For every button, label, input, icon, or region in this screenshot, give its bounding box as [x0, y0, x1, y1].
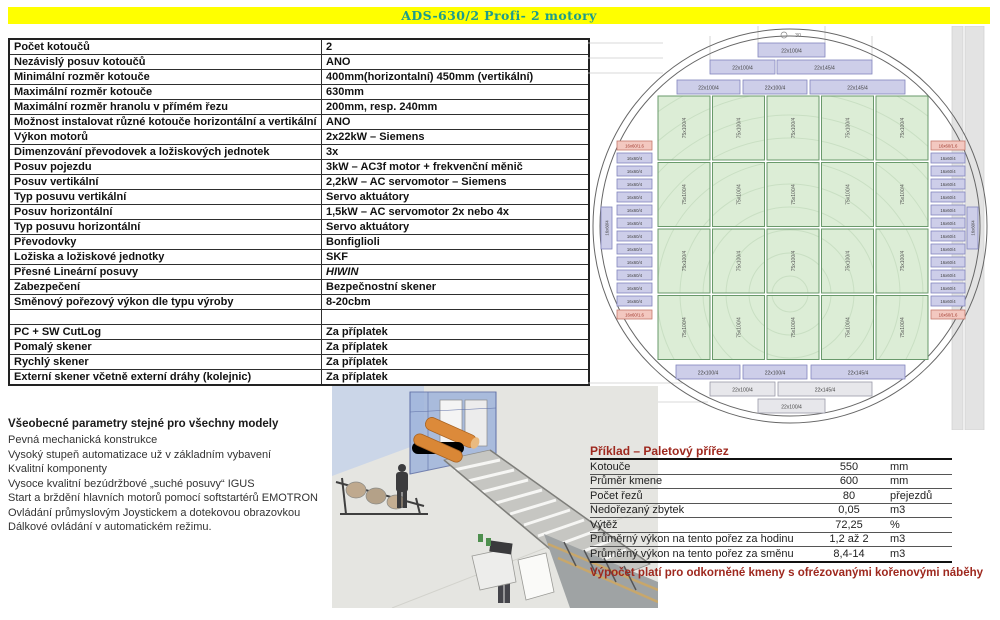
svg-text:22x100/4: 22x100/4 [732, 65, 753, 72]
svg-text:75x100/4: 75x100/4 [845, 317, 852, 338]
header-bar [8, 7, 990, 24]
svg-text:16x60/4: 16x60/4 [940, 221, 956, 227]
spec-row: Maximální rozměr kotouče 630mm [9, 85, 589, 100]
example-section [590, 444, 952, 563]
spec-row: Ložiska a ložiskové jednotky SKF [9, 250, 589, 265]
svg-text:16x60/4: 16x60/4 [626, 156, 643, 162]
note-text: Výpočet platí pro odkorněné kmeny s ofrézovanými kořenovými náběhy [590, 567, 984, 579]
svg-text:75x100/4: 75x100/4 [681, 317, 688, 338]
svg-text:22x100/4: 22x100/4 [781, 48, 802, 55]
svg-text:22x145/4: 22x145/4 [814, 65, 835, 72]
general-line: Start a brždění hlavních motorů pomocí softstartérů EMOTRON [8, 492, 318, 504]
svg-text:16x60/4: 16x60/4 [626, 169, 643, 175]
svg-text:16x60/4: 16x60/4 [940, 247, 956, 253]
spec-row [9, 310, 589, 325]
svg-text:75x100/4: 75x100/4 [790, 250, 797, 272]
svg-text:16x60/4: 16x60/4 [626, 182, 643, 188]
svg-text:16x60/4: 16x60/4 [626, 247, 643, 253]
svg-text:22x145/4: 22x145/4 [847, 85, 868, 92]
svg-text:16x60/4: 16x60/4 [940, 273, 956, 279]
spec-row: Přesné Lineární posuvy HIWIN [9, 265, 589, 280]
svg-text:75x100/4: 75x100/4 [681, 117, 688, 139]
svg-text:16x60/4: 16x60/4 [940, 260, 956, 266]
svg-text:16x60/4: 16x60/4 [626, 299, 643, 305]
svg-text:75x100/4: 75x100/4 [899, 117, 906, 139]
spec-row: Posuv pojezdu 3kW – AC3f motor + frekvenční měnič [9, 160, 589, 175]
general-line: Pevná mechanická konstrukce [8, 434, 158, 446]
svg-text:75x100/4: 75x100/4 [681, 184, 688, 205]
general-line: Dálkové ovládání v automatickém režimu. [8, 521, 212, 533]
spec-row: Externí skener včetně externí dráhy (kolejnic) Za příplatek [9, 370, 589, 386]
svg-text:75x100/4: 75x100/4 [736, 184, 743, 205]
svg-text:16x60/4: 16x60/4 [970, 220, 976, 236]
spec-row: Typ posuvu horizontální Servo aktuátory [9, 220, 589, 235]
svg-text:75x100/4: 75x100/4 [845, 117, 852, 139]
cutting-pattern-diagram [588, 26, 1000, 430]
svg-text:16x60/4: 16x60/4 [626, 208, 643, 214]
example-row: Průměrný výkon na tento pořez za směnu 8,4-14 m3 [590, 547, 952, 562]
spec-row: Minimální rozměr kotouče 400mm(horizontalní) 450mm (vertikální) [9, 70, 589, 85]
spec-row: Rychlý skener Za příplatek [9, 355, 589, 370]
svg-text:16x60/4: 16x60/4 [940, 234, 956, 240]
spec-row: Maximální rozměr hranolu v přímém řezu 200mm, resp. 240mm [9, 100, 589, 115]
spec-row: Možnost instalovat různé kotouče horizontální a vertikální ANO [9, 115, 589, 130]
svg-text:75x100/4: 75x100/4 [736, 250, 743, 272]
svg-text:22x100/4: 22x100/4 [764, 85, 786, 92]
svg-text:16x60/1.6: 16x60/1.6 [625, 312, 644, 318]
svg-text:22x145/4: 22x145/4 [847, 370, 869, 377]
svg-text:16x60/1.6: 16x60/1.6 [938, 312, 958, 318]
spec-table-body [9, 39, 589, 385]
spec-row: Zabezpečení Bezpečnostní skener [9, 280, 589, 295]
svg-text:16x60/4: 16x60/4 [940, 299, 956, 305]
svg-text:16x60/4: 16x60/4 [940, 286, 956, 292]
svg-text:22x100/4: 22x100/4 [764, 370, 786, 377]
svg-text:22x145/4: 22x145/4 [814, 387, 836, 394]
example-row: Průměrný výkon na tento pořez za hodinu 1,2 až 2 m3 [590, 532, 952, 547]
general-line: Kvalitní komponenty [8, 463, 108, 475]
spec-table [8, 38, 590, 386]
svg-text:22x100/4: 22x100/4 [698, 85, 719, 92]
spec-row: Počet kotoučů 2 [9, 39, 589, 55]
svg-text:16x60/4: 16x60/4 [626, 260, 643, 266]
svg-text:16x60/4: 16x60/4 [626, 221, 643, 227]
svg-text:16x60/1.6: 16x60/1.6 [938, 143, 958, 149]
spec-row: Nezávislý posuv kotoučů ANO [9, 55, 589, 70]
general-lines [8, 433, 343, 535]
example-title: Příklad – Paletový přířez [590, 444, 729, 458]
svg-text:16x60/4: 16x60/4 [940, 169, 956, 175]
spec-row: PC + SW CutLog Za příplatek [9, 325, 589, 340]
svg-text:16x60/4: 16x60/4 [626, 234, 643, 240]
example-row: Výtěž 72,25 % [590, 518, 952, 533]
spec-row: Posuv vertikální 2,2kW – AC servomotor – Siemens [9, 175, 589, 190]
svg-text:22x100/4: 22x100/4 [697, 370, 719, 377]
svg-text:75x100/4: 75x100/4 [736, 317, 743, 338]
svg-text:16x60/4: 16x60/4 [626, 195, 643, 201]
svg-text:16x60/4: 16x60/4 [940, 156, 956, 162]
svg-text:22x100/4: 22x100/4 [781, 404, 802, 411]
general-line: Ovládání průmyslovým Joystickem a dotekovou obrazovkou [8, 506, 301, 519]
spec-row: Posuv horizontální 1,5kW – AC servomotor 2x nebo 4x [9, 205, 589, 220]
svg-text:16x60/4: 16x60/4 [940, 182, 956, 188]
page-title: ADS-630/2 Profi- 2 motory [401, 8, 597, 23]
svg-text:75x100/4: 75x100/4 [790, 317, 797, 338]
spec-row: Typ posuvu vertikální Servo aktuátory [9, 190, 589, 205]
svg-text:16x60/4: 16x60/4 [626, 286, 643, 292]
example-row: Kotouče 550 mm [590, 459, 952, 474]
example-table [590, 458, 952, 563]
svg-text:75x100/4: 75x100/4 [845, 250, 852, 272]
example-row: Počet řezů 80 přejezdů [590, 489, 952, 504]
spec-row: Výkon motorů 2x22kW – Siemens [9, 130, 589, 145]
spec-row: Dimenzování převodovek a ložiskových jednotek 3x [9, 145, 589, 160]
example-row: Průměr kmene 600 mm [590, 474, 952, 489]
svg-text:75x100/4: 75x100/4 [899, 184, 906, 205]
svg-text:22x100/4: 22x100/4 [732, 387, 753, 394]
spec-row: Převodovky Bonfiglioli [9, 235, 589, 250]
svg-text:16x60/4: 16x60/4 [626, 273, 643, 279]
svg-text:75x100/4: 75x100/4 [790, 184, 797, 205]
svg-text:30: 30 [795, 33, 802, 39]
svg-text:75x100/4: 75x100/4 [790, 117, 797, 139]
svg-text:75x100/4: 75x100/4 [736, 117, 743, 139]
example-table-body [590, 459, 952, 562]
general-line: Vysoký stupeň automatizace už v základním vybavení [8, 448, 272, 461]
general-line: Vysoce kvalitní bezúdržbové „suché posuvy“ IGUS [8, 477, 255, 490]
svg-text:16x60/4: 16x60/4 [940, 195, 956, 201]
spec-row: Směnový pořezový výkon dle typu výroby 8-20cbm [9, 295, 589, 310]
spec-row: Pomalý skener Za příplatek [9, 340, 589, 355]
svg-text:75x100/4: 75x100/4 [899, 317, 906, 338]
svg-text:75x100/4: 75x100/4 [681, 250, 688, 272]
example-row: Nedořezaný zbytek 0,05 m3 [590, 503, 952, 518]
svg-text:16x60/4: 16x60/4 [940, 208, 956, 214]
general-heading: Všeobecné parametry stejné pro všechny modely [8, 418, 279, 430]
svg-text:75x100/4: 75x100/4 [845, 184, 852, 205]
general-parameters [8, 418, 343, 535]
svg-text:16x60/4: 16x60/4 [604, 220, 610, 236]
svg-text:16x60/1.6: 16x60/1.6 [625, 143, 644, 149]
svg-text:75x100/4: 75x100/4 [899, 250, 906, 272]
